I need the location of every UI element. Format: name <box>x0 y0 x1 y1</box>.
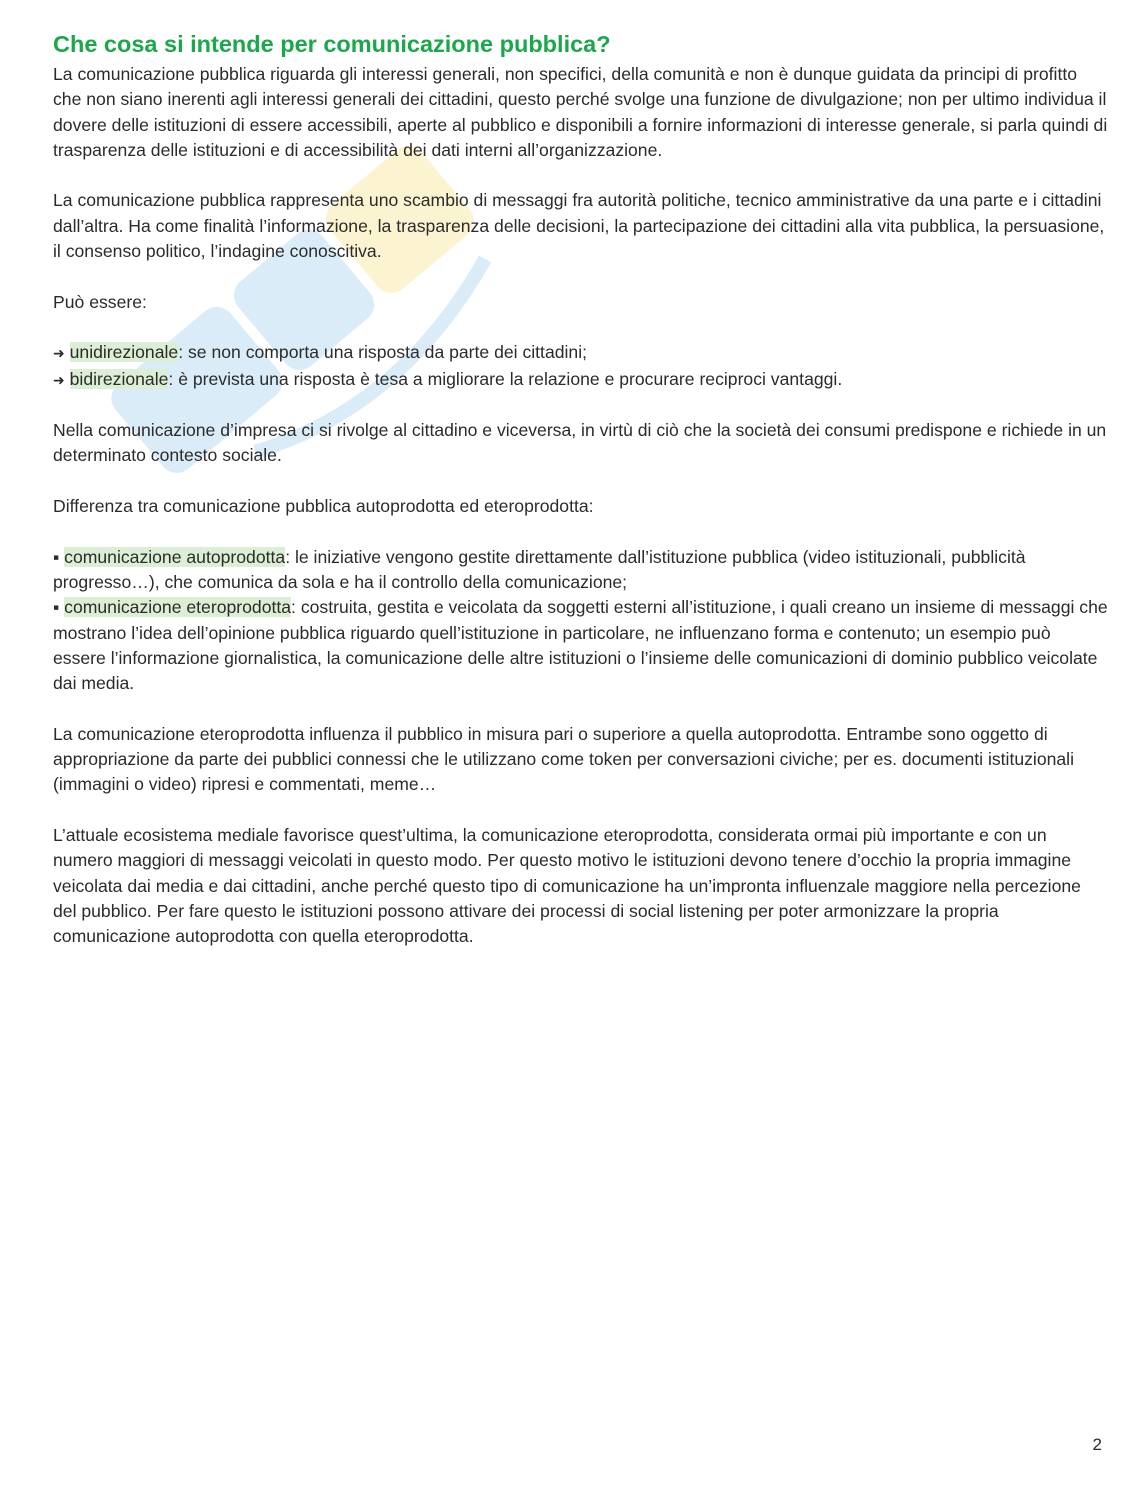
paragraph-3: Può essere: <box>53 291 147 312</box>
paragraph-7: L’attuale ecosistema mediale favorisce quest’ultima, la comunicazione eteroprodotta, considerata ormai più importante e con un numero maggiori di messaggi veicolati in questo modo. Per questo motivo le istituzioni devono tenere d’occhio la propria immagine veicolata dai media e dai cittadini, anche perché questo tipo di comunicazione ha un’impronta influenzale maggiore nella percezione del pubblico. Per fare questo le istituzioni possono attivare dei processi di social listening per poter armonizzare la propria comunicazione autoprodotta con quella eteroprodotta. <box>53 824 1081 947</box>
list-item-text: : è prevista una risposta è tesa a migliorare la relazione e procurare reciproci vantaggi. <box>168 368 843 389</box>
highlighted-term: comunicazione autoprodotta <box>64 546 286 567</box>
paragraph-6: La comunicazione eteroprodotta influenza il pubblico in misura pari o superiore a quella autoprodotta. Entrambe sono oggetto di appropriazione da parte dei pubblici connessi che le utilizzano come token per conversazioni civiche; per es. documenti istituzionali (immagini o video) ripresi e commentati, meme… <box>53 723 1075 795</box>
list-item-text: : le iniziative vengono gestite direttamente dall’istituzione pubblica (video istituzionali, pubblicità progresso…), che comunica da sola e ha il controllo della comunicazione; <box>53 546 1026 592</box>
list-item <box>53 595 1108 696</box>
document-page <box>53 28 1108 949</box>
square-bullet-icon: ▪ <box>53 597 60 618</box>
paragraph-5: Differenza tra comunicazione pubblica autoprodotta ed eteroprodotta: <box>53 496 594 517</box>
arrow-icon: ➜ <box>53 345 65 362</box>
paragraph-1: La comunicazione pubblica riguarda gli interessi generali, non specifici, della comunità e non è dunque guidata da principi di profitto che non siano inerenti agli interessi generali dei cittadini, questo perché svolge una funzione de divulgazione; non per ultimo individua il dovere delle istituzioni di essere accessibili, aperte al pubblico e disponibili a fornire informazioni di interesse generale, si parla quindi di trasparenza delle istituzioni e di accessibilità dei dati interni all’organizzazione. <box>53 64 1108 160</box>
page-number: 2 <box>1092 1435 1102 1454</box>
square-bullet-icon: ▪ <box>53 546 60 567</box>
paragraph-2: La comunicazione pubblica rappresenta uno scambio di messaggi fra autorità politiche, tecnico amministrative da una parte e i cittadini dall’altra. Ha come finalità l’informazione, la trasparenza delle decisioni, la partecipazione dei cittadini alla vita pubblica, la persuasione, il consenso politico, l’indagine conoscitiva. <box>53 190 1105 262</box>
paragraph-4: Nella comunicazione d’impresa ci si rivolge al cittadino e viceversa, in virtù di ciò che la società dei consumi predispone e richiede in un determinato contesto sociale. <box>53 420 1107 466</box>
list-item <box>53 340 1108 366</box>
highlighted-term: unidirezionale <box>69 342 179 363</box>
highlighted-term: comunicazione eteroprodotta <box>64 597 292 618</box>
highlighted-term: bidirezionale <box>69 368 169 389</box>
page-title: Che cosa si intende per comunicazione pubblica? <box>53 31 611 57</box>
list-item <box>53 545 1108 596</box>
list-item-text: : se non comporta una risposta da parte dei cittadini; <box>178 342 588 363</box>
arrow-icon: ➜ <box>53 371 65 388</box>
list-item <box>53 367 1108 393</box>
list-item-text: : costruita, gestita e veicolata da soggetti esterni all’istituzione, i quali creano un insieme di messaggi che mostrano l’idea dell’opinione pubblica riguardo quell’istituzione in particolare, ne influenzano forma e contenuto; un esempio può essere l’informazione giornalistica, la comunicazione delle altre istituzioni o l’insieme delle comunicazioni di dominio pubblico veicolate dai media. <box>53 597 1108 694</box>
